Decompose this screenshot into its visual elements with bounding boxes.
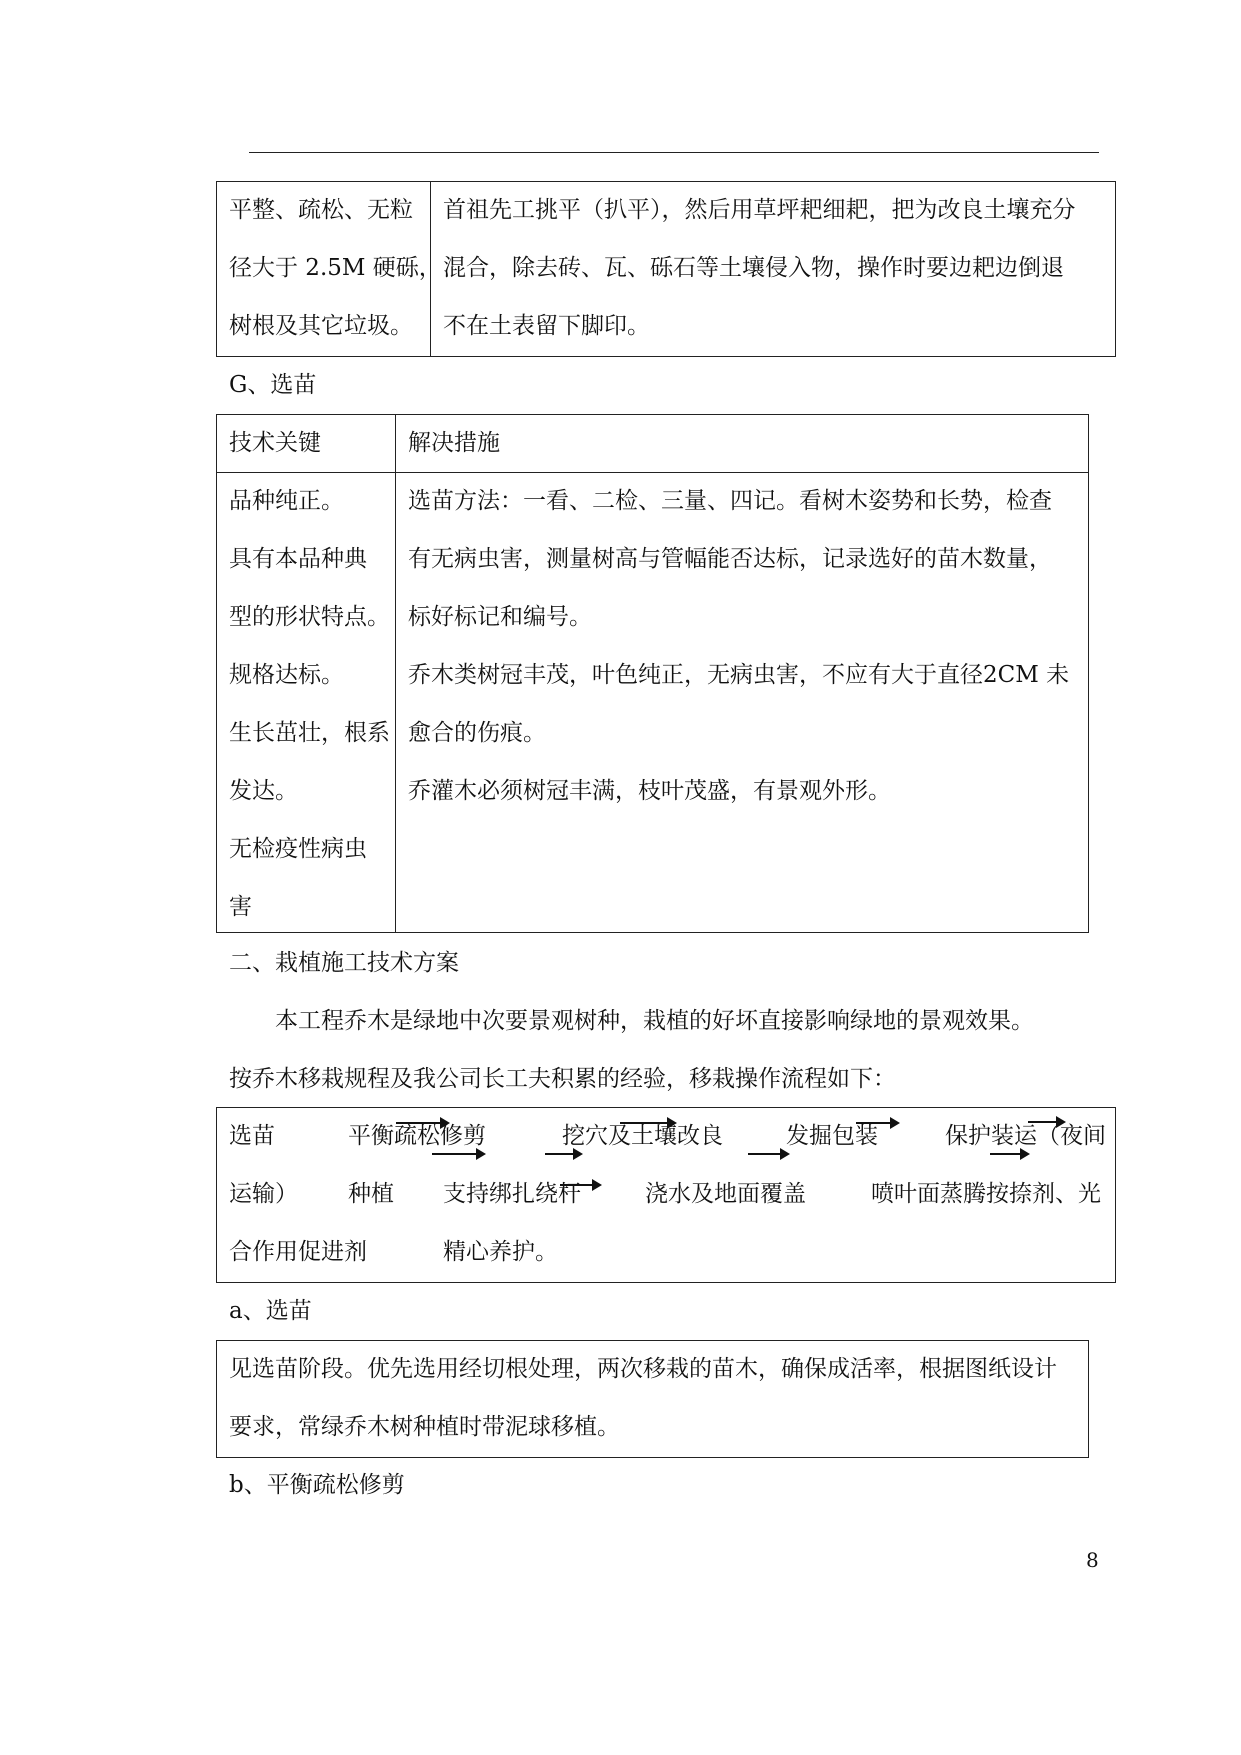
section-a-line: 要求，常绿乔木树种植时带泥球移植。 <box>229 1414 620 1440</box>
flow-arrow <box>545 1153 581 1155</box>
measure-line: 愈合的伤痕。 <box>408 720 546 746</box>
key-point-line: 品种纯正。 <box>229 488 344 514</box>
flow-step: 选苗 <box>229 1123 275 1149</box>
key-point-line: 发达。 <box>229 778 298 804</box>
measure-line: 标好标记和编号。 <box>408 604 592 630</box>
soil-requirement-line: 平整、疏松、无粒 <box>229 197 413 223</box>
key-point-line: 无检疫性病虫 <box>229 836 367 862</box>
column-divider <box>395 415 396 932</box>
key-point-line: 规格达标。 <box>229 662 344 688</box>
section-2-heading: 二、栽植施工技术方案 <box>229 950 459 976</box>
flow-step: 发掘包装 <box>786 1123 878 1149</box>
soil-measure-line: 混合，除去砖、瓦、砾石等土壤侵入物，操作时要边耙边倒退 <box>443 255 1064 281</box>
flow-arrow <box>560 1184 600 1186</box>
flow-arrow <box>432 1153 484 1155</box>
table-header-measure: 解决措施 <box>408 430 500 456</box>
soil-requirement-line: 树根及其它垃圾。 <box>229 313 413 339</box>
flow-arrow <box>856 1122 898 1124</box>
section-b-heading: b、平衡疏松修剪 <box>229 1472 405 1498</box>
flow-arrow <box>1028 1121 1064 1123</box>
flow-step: 合作用促进剂 <box>229 1239 367 1265</box>
header-rule <box>249 152 1099 153</box>
section-g-heading: G、选苗 <box>229 372 317 398</box>
key-point-line: 型的形状特点。 <box>229 604 390 630</box>
section-a-heading: a、选苗 <box>229 1298 312 1324</box>
soil-requirement-line: 径大于 2.5M 硬砾， <box>229 255 442 281</box>
flow-step: 运输） <box>229 1181 298 1207</box>
key-point-line: 害 <box>229 894 252 920</box>
intro-paragraph-line: 本工程乔木是绿地中次要景观树种，栽植的好坏直接影响绿地的景观效果。 <box>275 1008 1034 1034</box>
flow-step: 喷叶面蒸腾按捺剂、光 <box>871 1181 1101 1207</box>
flow-arrow <box>990 1153 1028 1155</box>
measure-line: 选苗方法：一看、二检、三量、四记。看树木姿势和长势，检查 <box>408 488 1052 514</box>
flow-step: 平衡疏松修剪 <box>348 1123 486 1149</box>
key-point-line: 具有本品种典 <box>229 546 367 572</box>
flow-step: 浇水及地面覆盖 <box>645 1181 806 1207</box>
key-point-line: 生长茁壮，根系 <box>229 720 390 746</box>
flow-step: 保护装运（夜间 <box>945 1123 1106 1149</box>
flow-step: 种植 <box>348 1181 394 1207</box>
measure-line: 乔灌木必须树冠丰满，枝叶茂盛，有景观外形。 <box>408 778 891 804</box>
header-row-divider <box>217 472 1088 473</box>
table-header-key: 技术关键 <box>229 430 321 456</box>
page-number: 8 <box>1086 1548 1099 1572</box>
flow-step: 挖穴及土壤改良 <box>562 1123 723 1149</box>
intro-paragraph-line: 按乔木移栽规程及我公司长工夫积累的经验，移栽操作流程如下： <box>229 1066 896 1092</box>
flow-arrow <box>620 1122 675 1124</box>
measure-line: 乔木类树冠丰茂，叶色纯正，无病虫害，不应有大于直径2CM 未 <box>408 662 1070 688</box>
soil-measure-line: 不在土表留下脚印。 <box>443 313 650 339</box>
flow-step: 支持绑扎绕杆 <box>443 1181 581 1207</box>
section-a-line: 见选苗阶段。优先选用经切根处理，两次移栽的苗木，确保成活率，根据图纸设计 <box>229 1356 1057 1382</box>
measure-line: 有无病虫害，测量树高与管幅能否达标，记录选好的苗木数量， <box>408 546 1052 572</box>
soil-measure-line: 首祖先工挑平（扒平），然后用草坪耙细耙，把为改良土壤充分 <box>443 197 1076 223</box>
flow-step: 精心养护。 <box>443 1239 558 1265</box>
flow-arrow <box>396 1122 448 1124</box>
flow-arrow <box>748 1153 788 1155</box>
